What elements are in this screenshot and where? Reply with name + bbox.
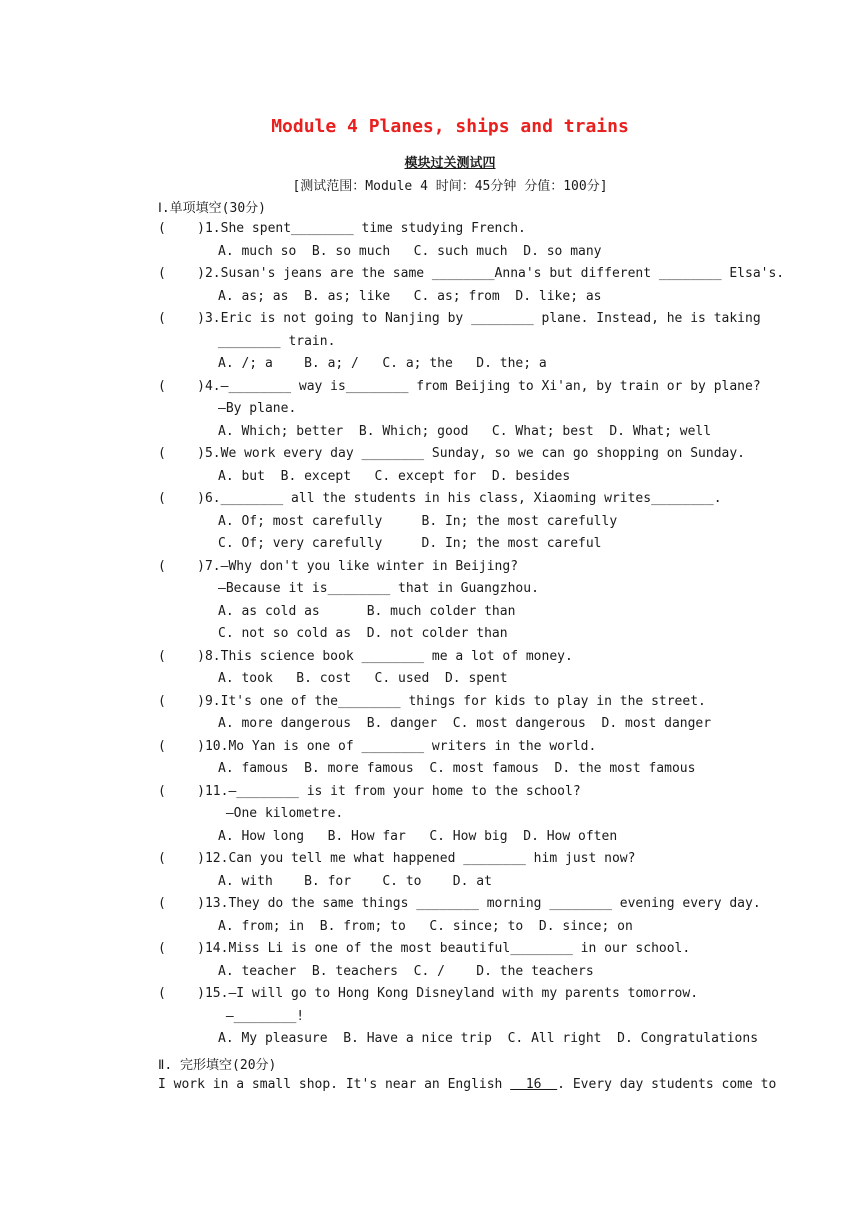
question-14-options: A. teacher B. teachers C. / D. the teachers bbox=[218, 963, 594, 979]
question-4-options: A. Which; better B. Which; good C. What; best D. What; well bbox=[218, 423, 712, 439]
question-7-options: A. as cold as B. much colder than bbox=[218, 603, 516, 619]
question-3-options: A. /; a B. a; / C. a; the D. the; a bbox=[218, 356, 547, 371]
question-15-continuation: —________! bbox=[218, 1008, 305, 1024]
question-9-options: A. more dangerous B. danger C. most dangerous D. most danger bbox=[218, 716, 712, 731]
question-7-continuation: —Because it is________ that in Guangzhou. bbox=[218, 581, 539, 596]
question-10-stem: ( )10.Mo Yan is one of ________ writers in the world. bbox=[158, 738, 597, 754]
question-1-stem: ( )1.She spent________ time studying French. bbox=[158, 221, 526, 236]
question-5-stem: ( )5.We work every day ________ Sunday, so we can go shopping on Sunday. bbox=[158, 446, 745, 461]
question-4-stem: ( )4.—________ way is________ from Beijing to Xi'an, by train or by plane? bbox=[158, 378, 761, 394]
question-8-options: A. took B. cost C. used D. spent bbox=[218, 671, 508, 686]
document-subtitle: 模块过关测试四 bbox=[404, 156, 496, 171]
question-12-stem: ( )12.Can you tell me what happened ________ him just now? bbox=[158, 851, 636, 866]
question-3-stem: ( )3.Eric is not going to Nanjing by ________ plane. Instead, he is taking bbox=[158, 311, 761, 326]
passage-text-end: . Every day students come to bbox=[557, 1077, 777, 1092]
question-8-stem: ( )8.This science book ________ me a lot of money. bbox=[158, 648, 573, 664]
question-14-stem: ( )14.Miss Li is one of the most beautiful________ in our school. bbox=[158, 941, 691, 956]
question-11-stem: ( )11.—________ is it from your home to the school? bbox=[158, 783, 581, 799]
question-2-stem: ( )2.Susan's jeans are the same ________Anna's but different ________ Elsa's. bbox=[158, 266, 785, 281]
question-9-stem: ( )9.It's one of the________ things for kids to play in the street. bbox=[158, 693, 706, 709]
question-4-continuation: —By plane. bbox=[218, 401, 297, 416]
question-12-options: A. with B. for C. to D. at bbox=[218, 873, 492, 889]
question-11-options: A. How long B. How far C. How big D. How often bbox=[218, 828, 618, 844]
question-10-options: A. famous B. more famous C. most famous D. the most famous bbox=[218, 761, 696, 776]
section-1-heading: Ⅰ.单项填空(30分) bbox=[158, 201, 266, 216]
question-6-options: C. Of; very carefully D. In; the most careful bbox=[218, 536, 602, 551]
question-6-options: A. Of; most carefully B. In; the most carefully bbox=[218, 513, 618, 529]
question-13-stem: ( )13.They do the same things ________ morning ________ evening every day. bbox=[158, 896, 761, 911]
question-2-options: A. as; as B. as; like C. as; from D. like; as bbox=[218, 288, 602, 304]
question-13-options: A. from; in B. from; to C. since; to D. since; on bbox=[218, 918, 633, 934]
question-7-stem: ( )7.—Why don't you like winter in Beijing? bbox=[158, 558, 519, 574]
document-title: Module 4 Planes, ships and trains bbox=[271, 116, 629, 137]
passage-line bbox=[158, 1076, 777, 1094]
section-2-heading: Ⅱ. 完形填空(20分) bbox=[158, 1058, 277, 1073]
question-15-options: A. My pleasure B. Have a nice trip C. All right D. Congratulations bbox=[218, 1031, 759, 1046]
blank-16: 16 bbox=[510, 1077, 558, 1092]
question-11-continuation: —One kilometre. bbox=[218, 806, 344, 821]
question-6-stem: ( )6.________ all the students in his class, Xiaoming writes________. bbox=[158, 491, 722, 506]
passage-text-start: I work in a small shop. It's near an English bbox=[158, 1077, 511, 1092]
question-15-stem: ( )15.—I will go to Hong Kong Disneyland with my parents tomorrow. bbox=[158, 986, 699, 1001]
question-1-options: A. much so B. so much C. such much D. so many bbox=[218, 243, 602, 259]
question-3-continuation: ________ train. bbox=[218, 333, 336, 349]
question-7-options: C. not so cold as D. not colder than bbox=[218, 626, 508, 641]
test-range: [测试范围：Module 4 时间：45分钟 分值：100分] bbox=[292, 179, 608, 194]
question-5-options: A. but B. except C. except for D. besides bbox=[218, 468, 571, 484]
